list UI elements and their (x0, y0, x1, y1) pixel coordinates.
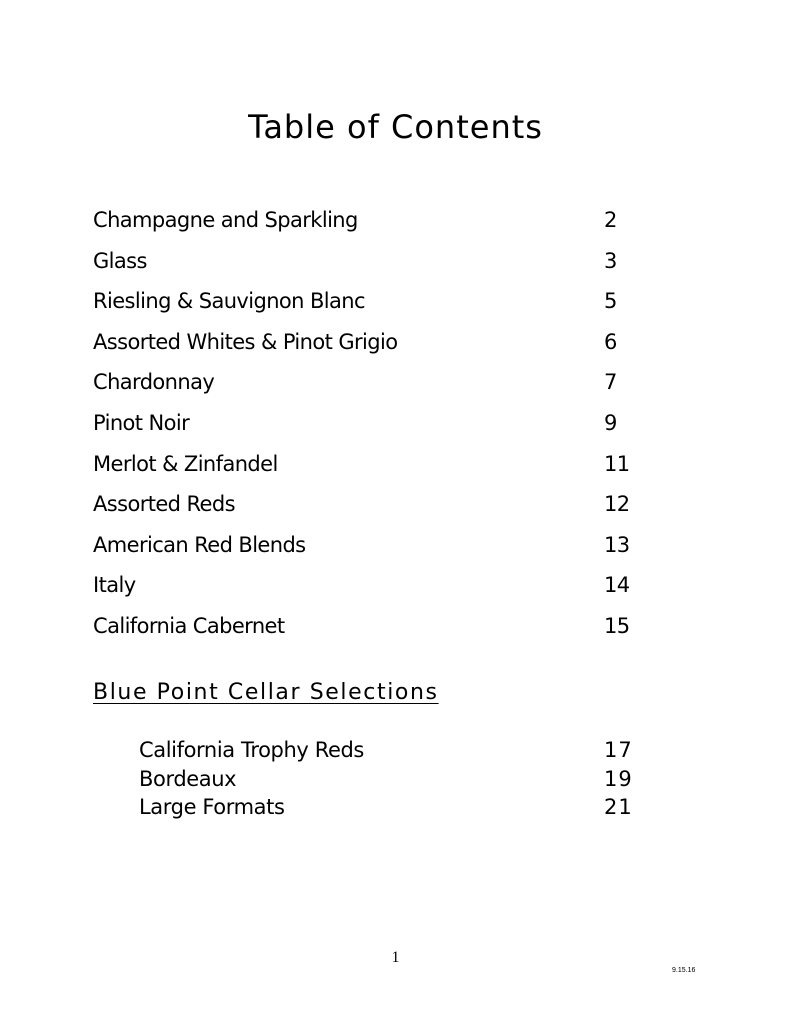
toc-entry-page: 6 (604, 329, 617, 354)
toc-entry-label: Assorted Whites & Pinot Grigio (93, 329, 398, 354)
page-title: Table of Contents (248, 108, 543, 146)
toc-entry-label: Champagne and Sparkling (93, 208, 358, 232)
cellar-entry-label: Large Formats (139, 795, 285, 819)
revision-date: 9.15.16 (672, 967, 696, 974)
toc-entry[interactable] (93, 485, 653, 526)
toc-entry-label: Chardonnay (93, 370, 215, 395)
toc-entry-page: 13 (604, 532, 630, 557)
toc-entry[interactable] (93, 526, 653, 567)
cellar-entry-page: 17 (604, 738, 633, 762)
toc-entry[interactable] (93, 404, 653, 445)
toc-entry[interactable] (93, 242, 653, 283)
toc-entry-label: California Cabernet (93, 613, 285, 638)
toc-entry[interactable] (93, 445, 653, 486)
toc-entry[interactable] (93, 282, 653, 323)
toc-entry-page: 14 (604, 573, 630, 598)
toc-entry[interactable] (93, 607, 653, 648)
cellar-entry-label: Bordeaux (139, 766, 237, 791)
toc-entry-page: 7 (604, 370, 617, 395)
toc-entry-page: 5 (604, 289, 617, 314)
toc-entry-page: 2 (604, 208, 617, 232)
cellar-section-heading: Blue Point Cellar Selections (93, 680, 439, 705)
toc-entry[interactable] (93, 566, 653, 607)
toc-entry-label: Assorted Reds (93, 492, 235, 517)
toc-list (93, 201, 653, 648)
toc-entry-page: 11 (604, 451, 630, 476)
toc-entry-page: 9 (604, 410, 617, 435)
toc-entry[interactable] (93, 323, 653, 364)
toc-entry-label: Pinot Noir (93, 410, 190, 435)
cellar-entry[interactable] (139, 765, 659, 794)
cellar-entry-page: 19 (604, 766, 633, 791)
toc-entry-label: Glass (93, 248, 147, 273)
toc-entry-label: Riesling & Sauvignon Blanc (93, 289, 365, 314)
cellar-entry-label: California Trophy Reds (139, 738, 364, 762)
toc-entry[interactable] (93, 201, 653, 242)
page-number: 1 (391, 949, 400, 966)
toc-entry-label: Merlot & Zinfandel (93, 451, 278, 476)
cellar-entry[interactable] (139, 793, 659, 822)
cellar-entry-page: 21 (604, 795, 633, 819)
toc-entry-page: 12 (604, 492, 630, 517)
toc-entry-label: Italy (93, 573, 136, 598)
cellar-entry[interactable] (139, 736, 659, 765)
toc-entry-page: 3 (604, 248, 617, 273)
toc-entry-page: 15 (604, 613, 630, 638)
toc-entry-label: American Red Blends (93, 532, 306, 557)
toc-entry[interactable] (93, 363, 653, 404)
cellar-section-list (139, 736, 659, 822)
